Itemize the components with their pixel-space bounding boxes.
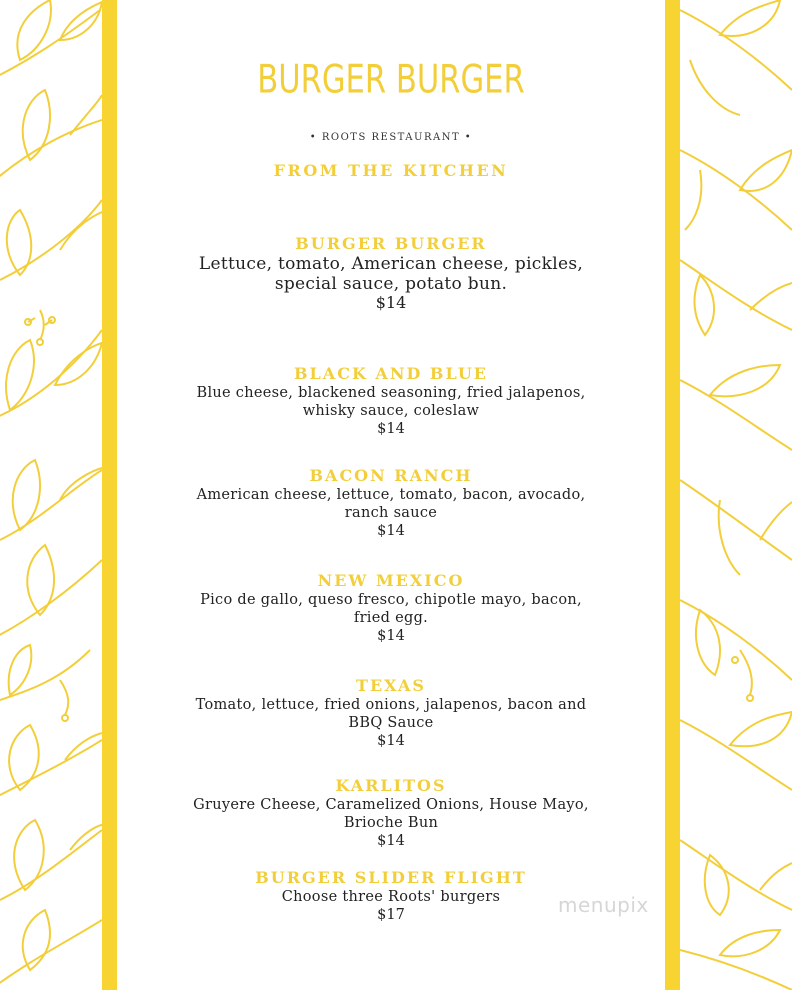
item-description: Pico de gallo, queso fresco, chipotle mayo, bacon, xyxy=(200,592,582,608)
leaf-pattern-icon xyxy=(0,0,102,990)
item-description: ranch sauce xyxy=(344,505,438,521)
leaf-pattern-left xyxy=(0,0,102,990)
menu-item xyxy=(117,571,665,645)
leaf-pattern-icon xyxy=(680,0,792,990)
left-yellow-bar xyxy=(102,0,117,990)
menu-panel xyxy=(117,0,665,990)
item-price: $14 xyxy=(377,628,405,644)
item-description: special sauce, potato bun. xyxy=(274,274,508,294)
section-heading: FROM THE KITCHEN xyxy=(273,161,509,180)
restaurant-subtitle: • ROOTS RESTAURANT • xyxy=(309,132,473,143)
leaf-pattern-right xyxy=(680,0,792,990)
item-name: NEW MEXICO xyxy=(317,571,465,590)
item-name: BACON RANCH xyxy=(309,466,473,485)
item-name: BLACK AND BLUE xyxy=(294,364,488,383)
watermark: menupix xyxy=(558,893,649,917)
item-price: $14 xyxy=(375,293,407,312)
item-price: $14 xyxy=(377,833,405,849)
menu-item xyxy=(117,676,665,750)
item-description: BBQ Sauce xyxy=(348,715,434,731)
item-description: American cheese, lettuce, tomato, bacon, avocado, xyxy=(196,487,586,503)
item-description: Gruyere Cheese, Caramelized Onions, House Mayo, xyxy=(193,797,589,813)
menu-item xyxy=(117,776,665,850)
item-description: Blue cheese, blackened seasoning, fried jalapenos, xyxy=(196,385,586,401)
item-description: Tomato, lettuce, fried onions, jalapenos, bacon and xyxy=(195,697,587,713)
menu-item xyxy=(117,364,665,438)
item-price: $14 xyxy=(377,733,405,749)
item-name: TEXAS xyxy=(356,676,426,695)
item-description: fried egg. xyxy=(353,610,429,626)
item-description: whisky sauce, coleslaw xyxy=(302,403,480,419)
item-name: BURGER SLIDER FLIGHT xyxy=(255,868,527,887)
item-price: $14 xyxy=(377,421,405,437)
item-description: Choose three Roots' burgers xyxy=(281,889,501,905)
item-description: Lettuce, tomato, American cheese, pickles, xyxy=(198,254,584,274)
item-price: $17 xyxy=(377,907,405,923)
item-name: KARLITOS xyxy=(335,776,447,795)
right-yellow-bar xyxy=(665,0,680,990)
menu-item xyxy=(117,466,665,540)
item-price: $14 xyxy=(377,523,405,539)
menu-item xyxy=(117,234,665,312)
item-description: Brioche Bun xyxy=(343,815,439,831)
menu-title: BURGER BURGER xyxy=(257,57,525,103)
item-name: BURGER BURGER xyxy=(295,234,487,253)
